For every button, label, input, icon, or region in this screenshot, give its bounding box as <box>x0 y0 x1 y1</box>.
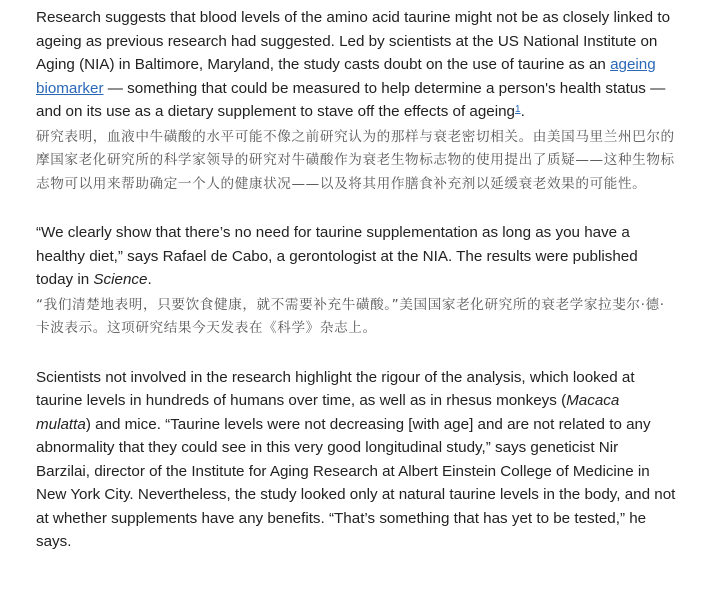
paragraph-1-text-a: Research suggests that blood levels of the amino acid taurine might not be as closely linked to ageing as previous research had suggested. Led by scientists at the US National Institute on Aging (NIA) in Baltimore, Maryland, the study casts doubt on the use of taurine as an <box>36 9 671 73</box>
paragraph-2-english <box>36 221 676 292</box>
paragraph-1-english <box>36 6 676 124</box>
journal-name: Science <box>93 271 148 288</box>
paragraph-3-english <box>36 366 676 554</box>
reference-1-link[interactable]: 1 <box>515 104 521 115</box>
species-name: Macaca mulatta <box>36 392 620 433</box>
article-body <box>36 6 676 554</box>
paragraph-2-text-a: “We clearly show that there’s no need for taurine supplementation as long as you have a healthy diet,” says Rafael de Cabo, a gerontologist at the NIA. The results were published today in <box>36 224 638 288</box>
paragraph-3-text-b: ) and mice. “Taurine levels were not decreasing [with age] and are not related to any abnormality that they could see in this very good longitudinal study,” says geneticist Nir Barzilai, director of the Institute for Aging Research at Albert Einstein College of Medicine in New York City. Nevertheless, the study looked only at natural taurine levels in the body, and not at whether supplements have any benefits. “That’s something that has yet to be tested,” he says. <box>36 415 676 550</box>
paragraph-2-chinese: “我们清楚地表明，只要饮食健康，就不需要补充牛磺酸。”美国国家老化研究所的衰老学家拉斐尔·德·卡波表示。这项研究结果今天发表在《科学》杂志上。 <box>36 296 665 336</box>
ageing-biomarker-link[interactable]: ageing biomarker <box>36 56 656 97</box>
paragraph-3-text-a: Scientists not involved in the research highlight the rigour of the analysis, which looked at taurine levels in hundreds of humans over time, as well as in rhesus monkeys ( <box>36 368 635 409</box>
paragraph-1-text-b: — something that could be measured to help determine a person's health status — and on its use as a dietary supplement to stave off the effects of ageing <box>36 79 666 120</box>
paragraph-2-end: . <box>147 271 152 288</box>
paragraph-1-chinese: 研究表明，血液中牛磺酸的水平可能不像之前研究认为的那样与衰老密切相关。由美国马里兰州巴尔的摩国家老化研究所的科学家领导的研究对牛磺酸作为衰老生物标志物的使用提出了质疑——这种生物标志物可以用来帮助确定一个人的健康状况——以及将其用作膳食补充剂以延缓衰老效果的可能性。 <box>36 128 675 192</box>
paragraph-1-end: . <box>520 103 525 120</box>
